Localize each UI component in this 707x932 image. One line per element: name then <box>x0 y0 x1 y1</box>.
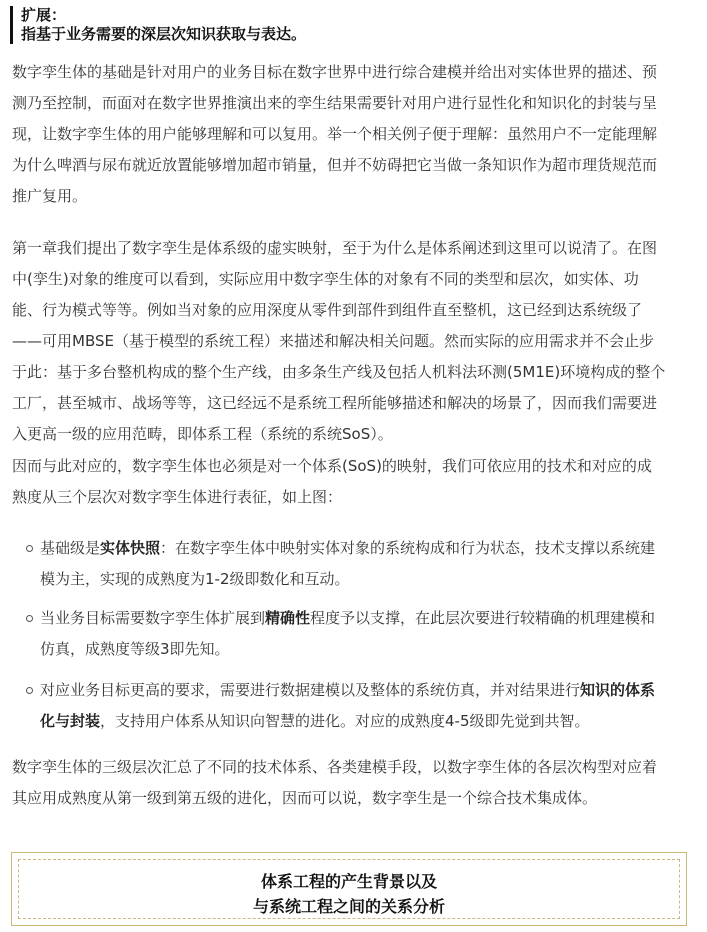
list-item: 对应业务目标更高的要求，需要进行数据建模以及整体的系统仿真，并对结果进行知识的体系 化与封装，支持用户体系从知识向智慧的进化。对应的成熟度4-5级即先觉到共智。 <box>40 675 696 737</box>
paragraph-summary: 数字孪生体的三级层次汇总了不同的技术体系、各类建模手段，以数字孪生体的各层次构型对应着 其应用成熟度从第一级到第五级的进化，因而可以说，数字孪生是一个综合技术集成体。 <box>12 758 658 807</box>
bullet-circle-icon <box>26 687 33 694</box>
note-text: 指基于业务需要的深层次知识获取与表达。 <box>21 25 307 43</box>
section-title: 体系工程的产生背景以及 与系统工程之间的关系分析 <box>252 872 445 916</box>
bullet-circle-icon <box>26 615 33 622</box>
paragraph-three-levels: 因而与此对应的，数字孪生体也必须是对一个体系(SoS)的映射，我们可依应用的技术和对应的成 熟度从三个层次对数字孪生体进行表征，如上图： <box>12 457 652 506</box>
section-title-inner-frame <box>18 859 680 919</box>
paragraph-system-of-systems: 第一章我们提出了数字孪生是体系级的虚实映射，至于为什么是体系阐述到这里可以说清了。在图 中(孪生)对象的维度可以看到，实际应用中数字孪生体的对象有不同的类型和层次，如实体、功 能、行为模式等等。例如当对象的应用深度从零件到部件到组件直至整机，这已经到达系统级了 ——可用MBSE（基于模型的系统工程）来描述和解决相关问题。然而实际的应用需求并不会止步 于此：基于多台整机构成的整个生产线，由多条生产线及包括人机料法环测(5M1E)环境构成的整个 工厂，甚至城市、战场等等，这已经远不是系统工程所能够描述和解决的场景了，因而我们需要进 入更高一级的应用范畴，即体系工程（系统的系统SoS）。 <box>12 239 666 443</box>
list-item: 基础级是实体快照：在数字孪生体中映射实体对象的系统构成和行为状态，技术支撑以系统建 模为主，实现的成熟度为1-2级即数化和互动。 <box>40 533 696 595</box>
section-title-frame <box>11 852 687 926</box>
paragraph-knowledge: 数字孪生体的基础是针对用户的业务目标在数字世界中进行综合建模并给出对实体世界的描述、预 测乃至控制，而面对在数字世界推演出来的孪生结果需要针对用户进行显性化和知识化的封装与呈 现，让数字孪生体的用户能够理解和可以复用。举一个相关例子便于理解：虽然用户不一定能理解 为什么啤酒与尿布就近放置能够增加超市销量，但并不妨碍把它当做一条知识作为超市理货规范而 推广复用。 <box>12 63 658 205</box>
bullet-circle-icon <box>26 545 33 552</box>
note-label: 扩展： <box>21 6 67 24</box>
list-item: 当业务目标需要数字孪生体扩展到精确性程度予以支撑，在此层次要进行较精确的机理建模和 仿真，成熟度等级3即先知。 <box>40 603 696 665</box>
extension-note <box>10 6 701 44</box>
